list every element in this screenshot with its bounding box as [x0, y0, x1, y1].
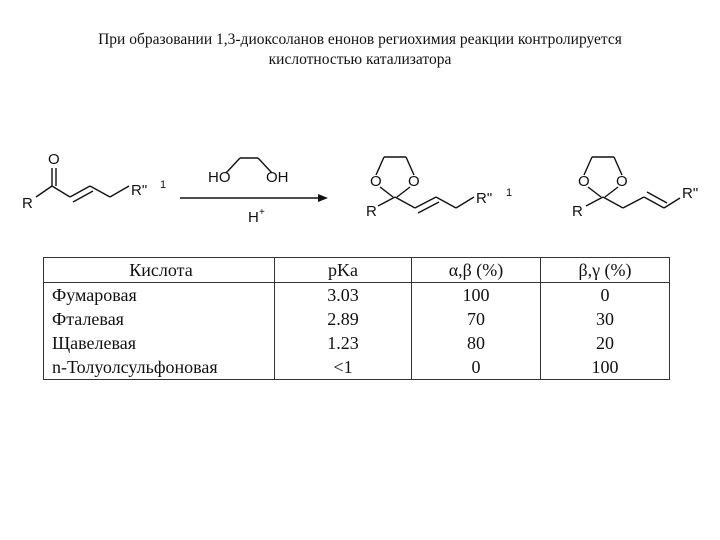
- atom-label: R: [366, 203, 377, 220]
- table-row: [44, 331, 670, 355]
- atom-label: R": [131, 182, 148, 199]
- superscript: 1: [506, 187, 513, 199]
- table-header-row: [44, 258, 670, 283]
- cell-alpha-beta: 100: [412, 283, 541, 308]
- cell-pka: 2.89: [275, 307, 412, 331]
- bond: [52, 186, 70, 197]
- title-line-1: При образовании 1,3-диоксоланов енонов региохимия реакции контролируется: [98, 31, 622, 48]
- bond-cc-double: [647, 192, 667, 203]
- title-line-2: кислотностью катализатора: [268, 51, 452, 68]
- bond: [70, 186, 90, 197]
- bond-cc-double: [73, 191, 93, 202]
- atom-label: O: [48, 151, 60, 168]
- cell-alpha-beta: 80: [412, 331, 541, 355]
- bond: [586, 197, 603, 206]
- bond: [644, 197, 664, 208]
- atom-label: O: [616, 173, 628, 190]
- atom-label: HO: [208, 169, 231, 186]
- cell-beta-gamma: 100: [541, 355, 670, 380]
- bond: [415, 197, 436, 208]
- atom-label: O: [370, 173, 382, 190]
- atom-label: O: [578, 173, 590, 190]
- cell-pka: <1: [275, 355, 412, 380]
- cell-acid: Фумаровая: [44, 283, 275, 308]
- bond: [603, 197, 623, 208]
- table-row: [44, 283, 670, 308]
- acid-table: [43, 257, 670, 380]
- catalyst-label: H: [248, 209, 259, 226]
- bond: [110, 186, 129, 197]
- atom-label: O: [408, 173, 420, 190]
- header-beta-gamma: β,γ (%): [541, 258, 670, 283]
- arrow-head: [318, 194, 328, 202]
- atom-label: R: [22, 195, 33, 212]
- bond: [36, 186, 52, 197]
- atom-label: R": [476, 190, 493, 207]
- header-alpha-beta: α,β (%): [412, 258, 541, 283]
- bond: [623, 197, 644, 208]
- cell-beta-gamma: 20: [541, 331, 670, 355]
- bond: [588, 187, 601, 197]
- header-acid: Кислота: [44, 258, 275, 283]
- superscript: 1: [160, 179, 167, 191]
- bond: [378, 197, 395, 206]
- catalyst-charge: +: [259, 207, 265, 218]
- bond: [456, 197, 474, 208]
- bond: [380, 187, 393, 197]
- cell-beta-gamma: 30: [541, 307, 670, 331]
- reaction-scheme: [0, 140, 720, 240]
- cell-acid: Щавелевая: [44, 331, 275, 355]
- cell-pka: 3.03: [275, 283, 412, 308]
- bond-cc-double: [418, 202, 439, 213]
- slide-title: [0, 30, 720, 70]
- atom-label: R: [572, 203, 583, 220]
- cell-acid: Фталевая: [44, 307, 275, 331]
- cell-alpha-beta: 70: [412, 307, 541, 331]
- cell-acid: n-Толуолсульфоновая: [44, 355, 275, 380]
- cell-pka: 1.23: [275, 331, 412, 355]
- atom-label: OH: [266, 169, 289, 186]
- table-row: [44, 355, 670, 380]
- cell-beta-gamma: 0: [541, 283, 670, 308]
- table-row: [44, 307, 670, 331]
- bond: [395, 197, 415, 208]
- atom-label: R": [682, 185, 699, 202]
- header-pka: pKa: [275, 258, 412, 283]
- cell-alpha-beta: 0: [412, 355, 541, 380]
